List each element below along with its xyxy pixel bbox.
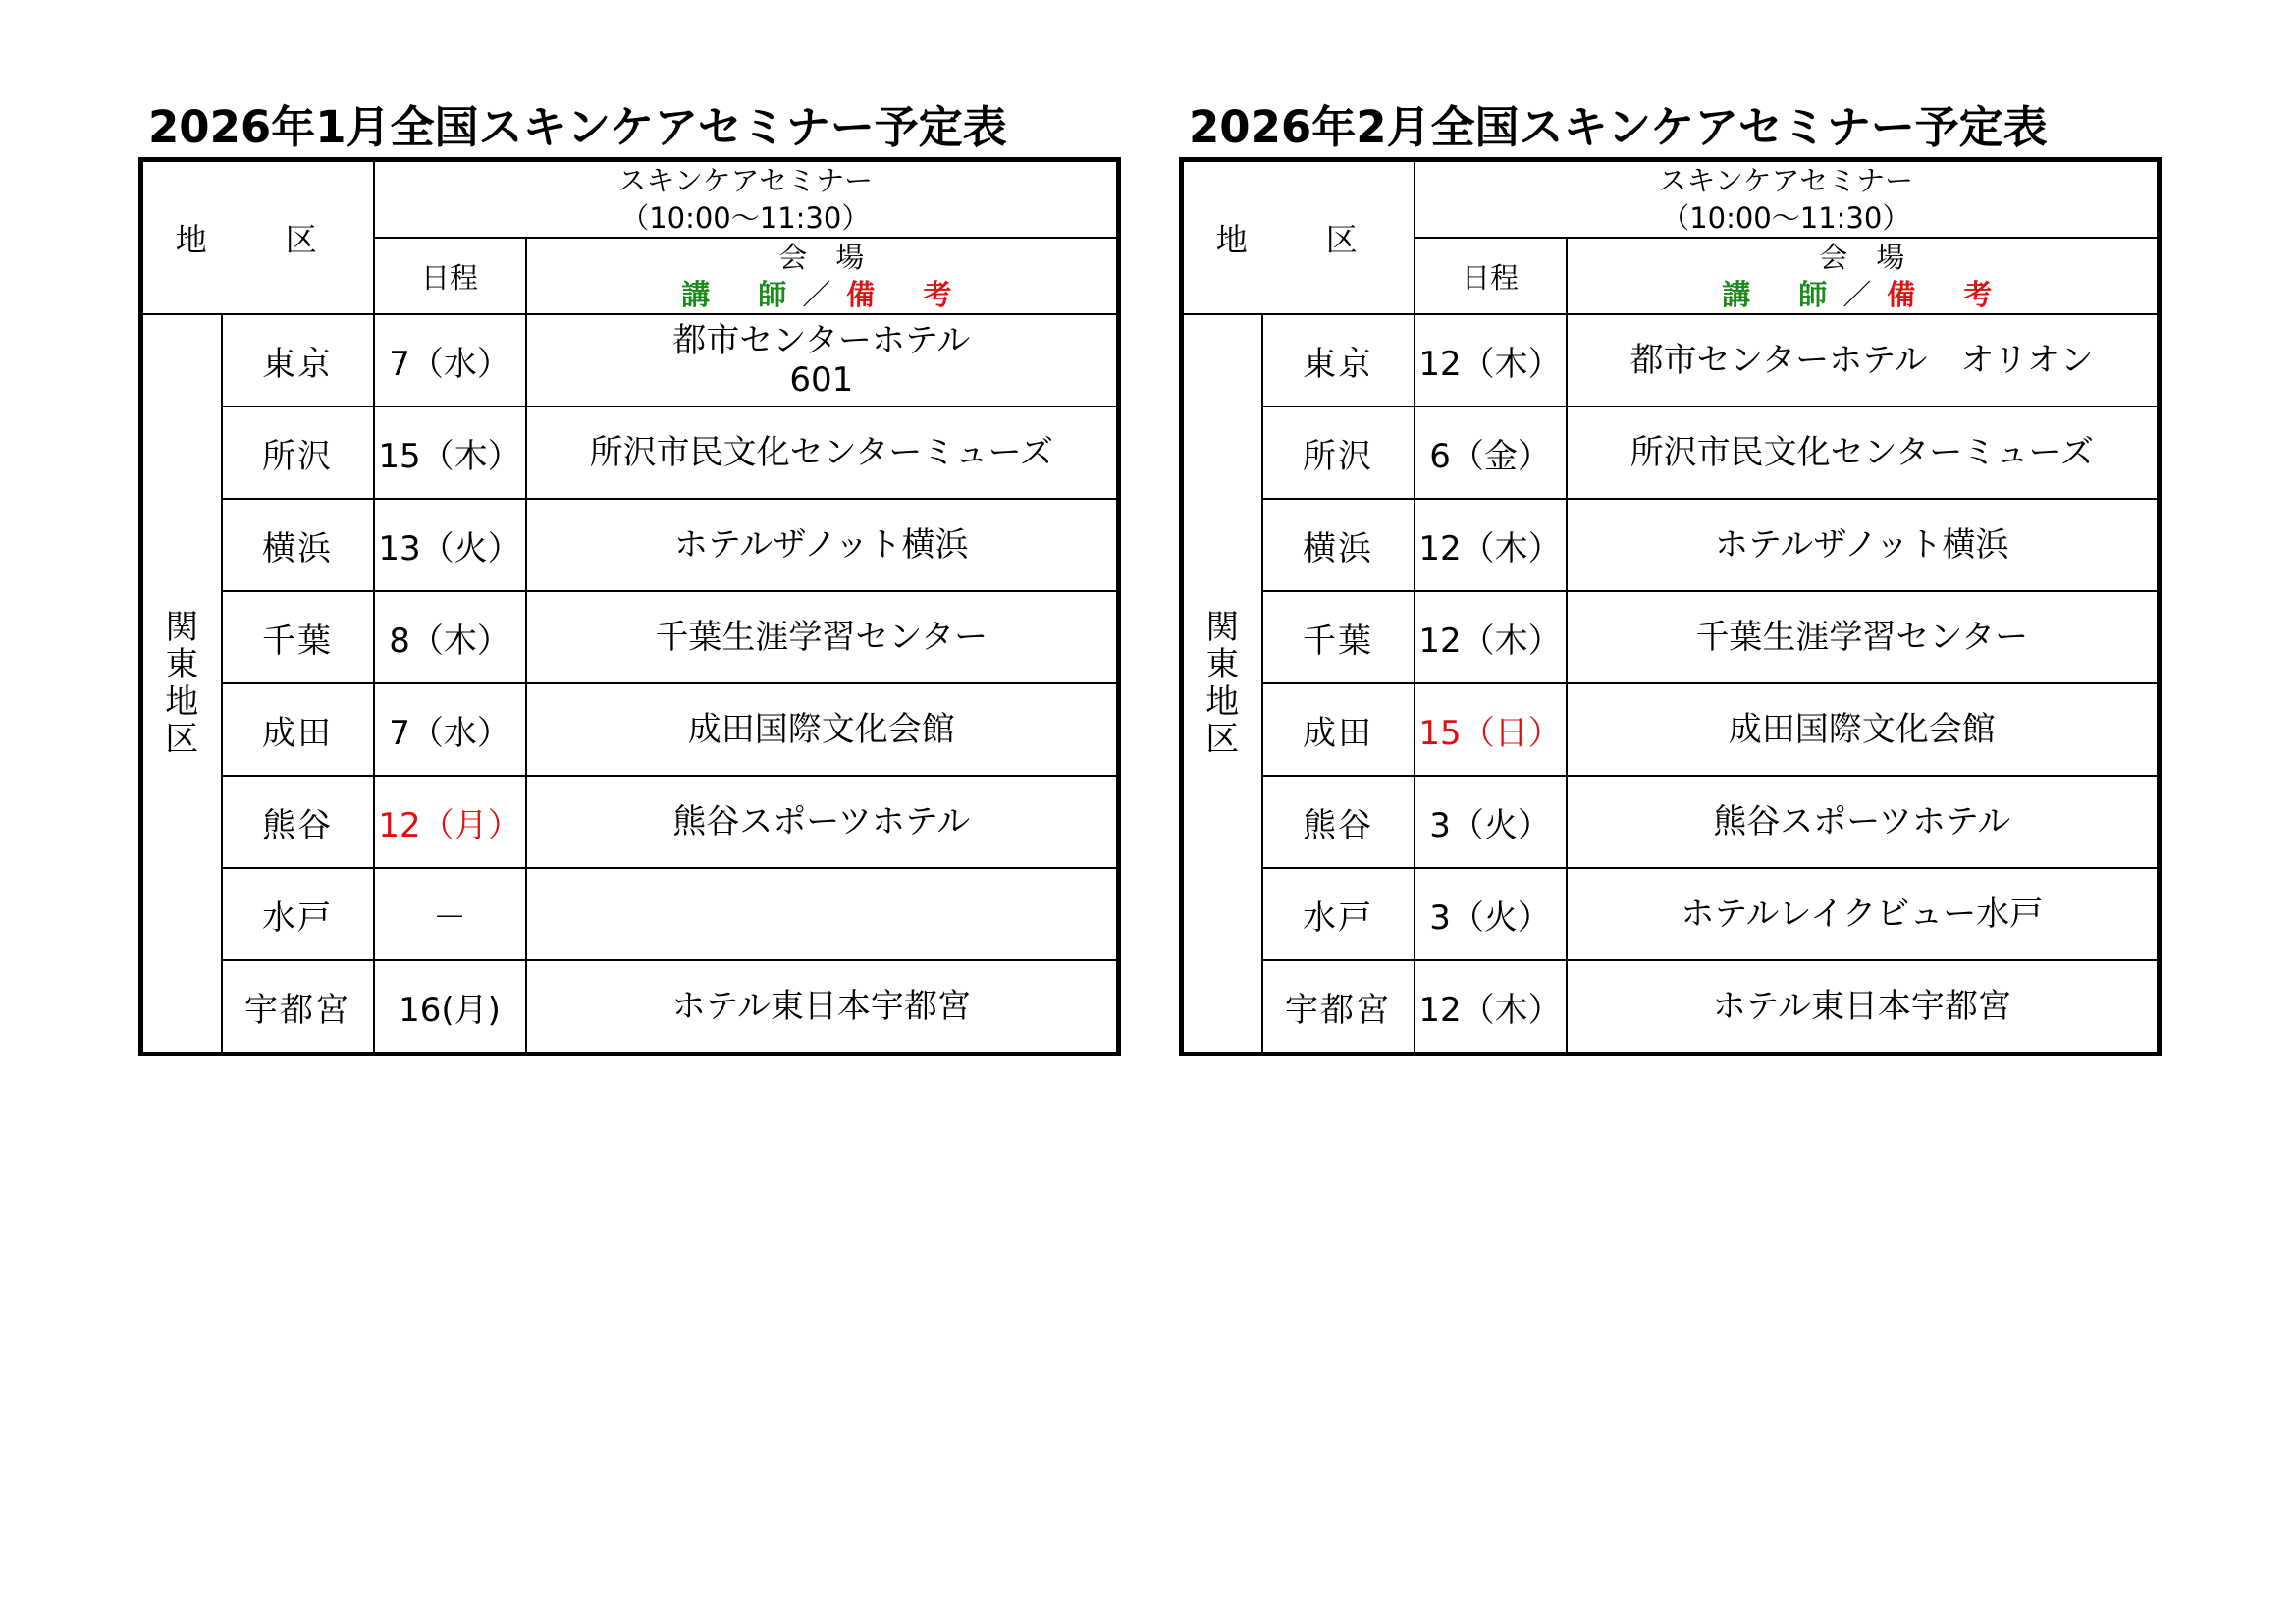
instructor-label: 講 師 xyxy=(1722,278,1838,311)
venue-cell: 都市センターホテル 601 xyxy=(526,314,1119,406)
venue-cell: 千葉生涯学習センター xyxy=(1567,591,2160,683)
city-cell: 成田 xyxy=(222,683,374,776)
date-cell: 8（木） xyxy=(374,591,526,683)
table-row xyxy=(1182,314,2160,406)
date-cell: 16(月) xyxy=(374,960,526,1055)
city-cell: 所沢 xyxy=(222,406,374,499)
seminar-time: （10:00～11:30） xyxy=(620,201,871,235)
venue-cell: 成田国際文化会館 xyxy=(1567,683,2160,776)
table-row xyxy=(1182,960,2160,1055)
city-cell: 水戸 xyxy=(222,868,374,960)
note-label: 備 考 xyxy=(1887,278,2002,311)
area-header: 地 区 xyxy=(141,160,374,315)
city-cell: 所沢 xyxy=(1262,406,1415,499)
table-row xyxy=(1182,683,2160,776)
venue-header xyxy=(1567,238,2160,314)
city-cell: 東京 xyxy=(222,314,374,406)
schedule-title: 2026年2月全国スキンケアセミナー予定表 xyxy=(1189,101,2048,153)
seminar-header xyxy=(374,160,1119,239)
venue-cell: ホテル東日本宇都宮 xyxy=(526,960,1119,1055)
table-row xyxy=(141,314,1119,406)
table-row xyxy=(141,960,1119,1055)
venue-cell: 成田国際文化会館 xyxy=(526,683,1119,776)
city-cell: 宇都宮 xyxy=(222,960,374,1055)
date-cell: 12（木） xyxy=(1415,960,1567,1055)
table-row xyxy=(1182,868,2160,960)
date-cell: 12（木） xyxy=(1415,499,1567,591)
table-row xyxy=(141,683,1119,776)
table-row xyxy=(141,868,1119,960)
seminar-time: （10:00～11:30） xyxy=(1661,201,1911,235)
table-row xyxy=(141,591,1119,683)
city-cell: 千葉 xyxy=(1262,591,1415,683)
date-cell: 15（木） xyxy=(374,406,526,499)
city-cell: 横浜 xyxy=(222,499,374,591)
table-row xyxy=(1182,499,2160,591)
date-header: 日程 xyxy=(374,238,526,314)
city-cell: 横浜 xyxy=(1262,499,1415,591)
table-row xyxy=(141,499,1119,591)
schedule-table xyxy=(138,157,1121,1056)
table-row xyxy=(141,406,1119,499)
date-cell: 15（日） xyxy=(1415,683,1567,776)
region-label: 関 東 地 区 xyxy=(141,314,222,1055)
venue-cell: 千葉生涯学習センター xyxy=(526,591,1119,683)
date-cell: 12（木） xyxy=(1415,591,1567,683)
venue-label: 会 場 xyxy=(1819,241,1905,274)
date-cell: 12（木） xyxy=(1415,314,1567,406)
venue-cell: ホテルザノット横浜 xyxy=(1567,499,2160,591)
city-cell: 宇都宮 xyxy=(1262,960,1415,1055)
city-cell: 東京 xyxy=(1262,314,1415,406)
city-cell: 水戸 xyxy=(1262,868,1415,960)
table-row xyxy=(141,776,1119,868)
venue-cell: 熊谷スポーツホテル xyxy=(526,776,1119,868)
date-cell: 7（水） xyxy=(374,314,526,406)
date-cell: 3（火） xyxy=(1415,868,1567,960)
date-cell: － xyxy=(374,868,526,960)
schedule-table xyxy=(1179,157,2162,1056)
venue-label: 会 場 xyxy=(778,241,865,274)
venue-header xyxy=(526,238,1119,314)
area-header: 地 区 xyxy=(1182,160,1415,315)
date-cell: 13（火） xyxy=(374,499,526,591)
instructor-label: 講 師 xyxy=(681,278,797,311)
date-cell: 12（月） xyxy=(374,776,526,868)
schedule-title: 2026年1月全国スキンケアセミナー予定表 xyxy=(148,101,1007,153)
city-cell: 千葉 xyxy=(222,591,374,683)
date-cell: 7（水） xyxy=(374,683,526,776)
seminar-title: スキンケアセミナー xyxy=(617,164,874,197)
seminar-title: スキンケアセミナー xyxy=(1658,164,1914,197)
date-cell: 3（火） xyxy=(1415,776,1567,868)
venue-cell: 都市センターホテル オリオン xyxy=(1567,314,2160,406)
schedule-february xyxy=(1179,98,2157,1056)
venue-cell: ホテルレイクビュー水戸 xyxy=(1567,868,2160,960)
seminar-header xyxy=(1415,160,2160,239)
table-row xyxy=(1182,406,2160,499)
city-cell: 熊谷 xyxy=(1262,776,1415,868)
venue-cell: 所沢市民文化センターミューズ xyxy=(526,406,1119,499)
table-row xyxy=(1182,591,2160,683)
venue-cell: 所沢市民文化センターミューズ xyxy=(1567,406,2160,499)
venue-cell xyxy=(526,868,1119,960)
venue-cell: ホテル東日本宇都宮 xyxy=(1567,960,2160,1055)
city-cell: 成田 xyxy=(1262,683,1415,776)
date-header: 日程 xyxy=(1415,238,1567,314)
note-label: 備 考 xyxy=(846,278,962,311)
label-separator: ／ xyxy=(802,278,841,311)
city-cell: 熊谷 xyxy=(222,776,374,868)
table-row xyxy=(1182,776,2160,868)
venue-cell: ホテルザノット横浜 xyxy=(526,499,1119,591)
label-separator: ／ xyxy=(1842,278,1882,311)
region-label: 関 東 地 区 xyxy=(1182,314,1262,1055)
venue-cell: 熊谷スポーツホテル xyxy=(1567,776,2160,868)
date-cell: 6（金） xyxy=(1415,406,1567,499)
schedule-january xyxy=(138,98,1116,1056)
